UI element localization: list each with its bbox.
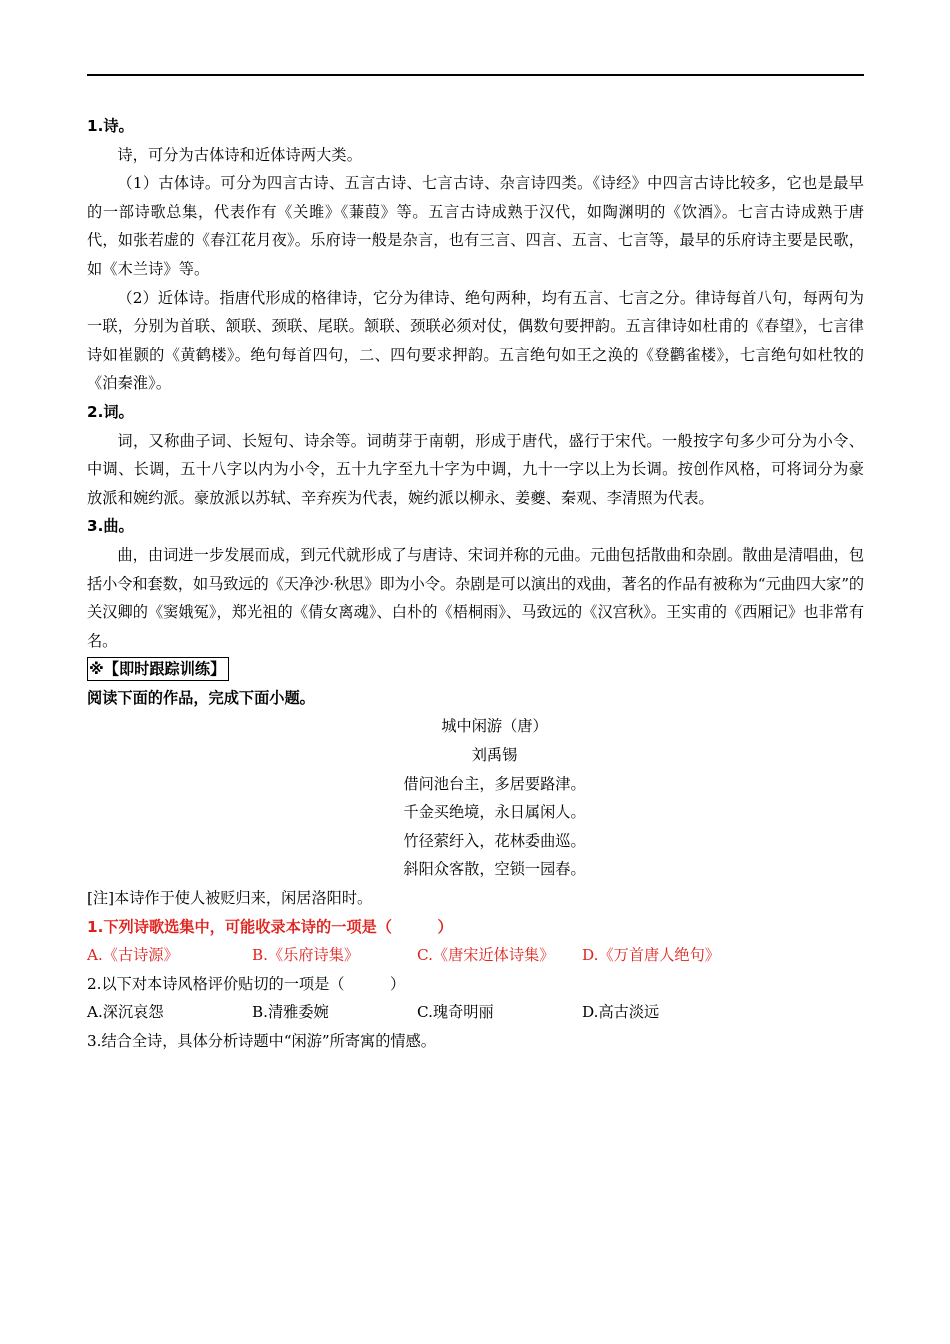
header-rule — [87, 74, 864, 76]
question-2-option-c[interactable]: C.瑰奇明丽 — [417, 1003, 494, 1022]
question-1-options — [87, 941, 864, 970]
poem-note: [注]本诗作于使人被贬归来，闲居洛阳时。 — [87, 889, 373, 908]
question-1-stem: 1.下列诗歌选集中，可能收录本诗的一项是（ ） — [87, 917, 453, 936]
section-heading-shi: 1.诗。 — [87, 117, 134, 135]
paragraph-guti-shi: （1）古体诗。可分为四言古诗、五言古诗、七言古诗、杂言诗四类。《诗经》中四言古诗比较多，它也是最早的一部诗歌总集，代表作有《关雎》《蒹葭》等。五言古诗成熟于汉代，如陶渊明的《饮酒》。七言古诗成熟于唐代，如张若虚的《春江花月夜》。乐府诗一般是杂言，也有三言、四言、五言、七言等，最早的乐府诗主要是民歌，如《木兰诗》等。 — [87, 174, 864, 278]
poem-line: 借问池台主，多居要路津。 — [403, 774, 586, 793]
practice-title: ※【即时跟踪训练】 — [87, 657, 229, 681]
poem-line: 竹径萦纡入，花林委曲巡。 — [403, 831, 586, 850]
poem-line: 千金买绝境，永日属闲人。 — [403, 803, 586, 822]
question-3-stem: 3.结合全诗，具体分析诗题中“闲游”所寄寓的情感。 — [87, 1032, 436, 1050]
question-2-option-a[interactable]: A.深沉哀怨 — [87, 1003, 164, 1022]
poem-author: 刘禹锡 — [471, 746, 518, 765]
paragraph-ci: 词，又称曲子词、长短句、诗余等。词萌芽于南朝，形成于唐代，盛行于宋代。一般按字句多少可分为小令、中调、长调，五十八字以内为小令，五十九字至九十字为中调，九十一字以上为长调。按创作风格，可将词分为豪放派和婉约派。豪放派以苏轼、辛弃疾为代表，婉约派以柳永、姜夔、秦观、李清照为代表。 — [87, 431, 864, 507]
question-2-option-b[interactable]: B.清雅委婉 — [252, 1003, 329, 1022]
question-2-option-d[interactable]: D.高古淡远 — [582, 1003, 660, 1022]
paragraph-jinti-shi: （2）近体诗。指唐代形成的格律诗，它分为律诗、绝句两种，均有五言、七言之分。律诗每首八句，每两句为一联，分别为首联、颔联、颈联、尾联。颔联、颈联必须对仗，偶数句要押韵。五言律诗如杜甫的《春望》，七言律诗如崔颢的《黄鹤楼》。绝句每首四句，二、四句要求押韵。五言绝句如王之涣的《登鹳雀楼》，七言绝句如杜牧的《泊秦淮》。 — [87, 288, 864, 393]
question-2-options — [87, 998, 864, 1027]
paragraph-qu: 曲，由词进一步发展而成，到元代就形成了与唐诗、宋词并称的元曲。元曲包括散曲和杂剧。散曲是清唱曲，包括小令和套数，如马致远的《天净沙·秋思》即为小令。杂剧是可以演出的戏曲，著名的作品有被称为“元曲四大家”的关汉卿的《窦娥冤》，郑光祖的《倩女离魂》、白朴的《梧桐雨》、马致远的《汉宫秋》。王实甫的《西厢记》也非常有名。 — [87, 545, 864, 650]
practice-instruction: 阅读下面的作品，完成下面小题。 — [87, 688, 315, 707]
document-body — [87, 112, 864, 1056]
question-2-stem: 2.以下对本诗风格评价贴切的一项是（ ） — [87, 974, 406, 993]
paragraph-shi-intro: 诗，可分为古体诗和近体诗两大类。 — [117, 145, 362, 164]
poem-title: 城中闲游（唐） — [441, 717, 548, 736]
practice-title-row — [87, 655, 864, 684]
section-heading-qu: 3.曲。 — [87, 517, 134, 536]
question-1-option-c[interactable]: C.《唐宋近体诗集》 — [417, 946, 555, 965]
question-1-option-d[interactable]: D.《万首唐人绝句》 — [582, 946, 720, 965]
poem-line: 斜阳众客散，空锁一园春。 — [403, 860, 586, 879]
question-1-option-a[interactable]: A.《古诗源》 — [87, 946, 179, 965]
question-1-option-b[interactable]: B.《乐府诗集》 — [252, 946, 360, 965]
section-heading-ci: 2.词。 — [87, 402, 134, 421]
